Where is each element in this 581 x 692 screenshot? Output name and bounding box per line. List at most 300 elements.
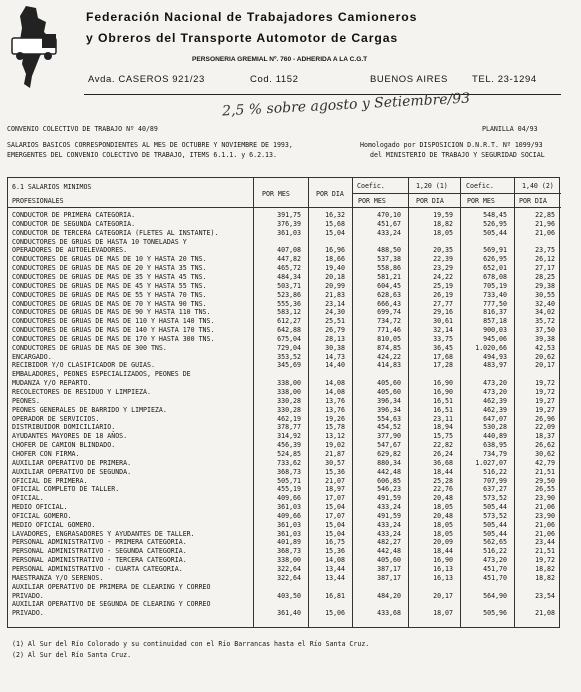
row-value: 18,44 bbox=[433, 547, 453, 556]
row-profession: OFICIAL GOMERO. bbox=[12, 511, 72, 520]
row-value: 1.020,66 bbox=[475, 343, 507, 352]
row-value: 857,18 bbox=[483, 317, 507, 326]
row-value: 530,28 bbox=[483, 423, 507, 432]
table-row bbox=[8, 574, 561, 583]
row-value: 14,08 bbox=[325, 379, 345, 388]
row-value: 21,06 bbox=[535, 503, 555, 512]
row-profession: ENCARGADO. bbox=[12, 352, 52, 361]
coef-divider bbox=[352, 193, 561, 194]
table-row bbox=[8, 485, 561, 494]
row-value: 473,20 bbox=[483, 379, 507, 388]
row-profession: AYUDANTES MAYORES DE 18 AÑOS. bbox=[12, 432, 128, 441]
row-value: 564,90 bbox=[483, 591, 507, 600]
row-value: 20,18 bbox=[325, 272, 345, 281]
row-value: 473,20 bbox=[483, 388, 507, 396]
row-value: 554,63 bbox=[377, 414, 401, 423]
row-profession: PEONES. bbox=[12, 396, 40, 405]
row-value: 15,06 bbox=[325, 609, 345, 618]
row-profession: RECOLECTORES DE RESIDUO Y LIMPIEZA. bbox=[12, 388, 151, 396]
row-value: 26,12 bbox=[535, 255, 555, 264]
row-value: 729,04 bbox=[277, 343, 301, 352]
row-value: 26,24 bbox=[433, 449, 453, 458]
coef2-label: Coefic. bbox=[466, 182, 494, 190]
row-value: 407,08 bbox=[277, 246, 301, 255]
row-profession: DISTRIBUIDOR DOMICILIARIO. bbox=[12, 423, 116, 432]
row-value: 13,76 bbox=[325, 405, 345, 414]
row-value: 516,22 bbox=[483, 547, 507, 556]
row-profession: CONDUCTOR DE SEGUNDA CATEGORIA. bbox=[12, 219, 136, 228]
row-value: 27,77 bbox=[433, 299, 453, 308]
row-value: 361,40 bbox=[277, 609, 301, 618]
row-value: 20,35 bbox=[433, 246, 453, 255]
row-value: 23,90 bbox=[535, 511, 555, 520]
row-value: 462,39 bbox=[483, 396, 507, 405]
row-value: 16,51 bbox=[433, 396, 453, 405]
row-value: 433,24 bbox=[377, 529, 401, 538]
coef2-col-dia: POR DIA bbox=[519, 197, 547, 205]
row-value: 15,04 bbox=[325, 520, 345, 529]
org-name-line2: y Obreros del Transporte Automotor de Cargas bbox=[86, 31, 399, 45]
row-profession: OFICIAL. bbox=[12, 494, 44, 503]
row-value: 433,24 bbox=[377, 520, 401, 529]
row-value: 629,82 bbox=[377, 449, 401, 458]
row-value: 26,19 bbox=[433, 290, 453, 299]
row-value: 322,64 bbox=[277, 565, 301, 573]
table-row bbox=[8, 220, 561, 229]
row-value: 734,79 bbox=[483, 449, 507, 458]
row-value: 20,62 bbox=[535, 352, 555, 361]
federation-logo bbox=[6, 4, 68, 90]
row-value: 491,59 bbox=[377, 511, 401, 520]
row-value: 361,03 bbox=[277, 228, 301, 237]
row-value: 462,19 bbox=[277, 414, 301, 423]
row-profession: AUXILIAR OPERATIVO DE SEGUNDA. bbox=[12, 467, 132, 476]
row-value: 606,85 bbox=[377, 476, 401, 485]
row-value: 23,14 bbox=[325, 299, 345, 308]
handwritten-note: 2,5 % sobre agosto y Setiembre/93 bbox=[221, 90, 471, 120]
row-value: 16,32 bbox=[325, 211, 345, 219]
row-value: 18,37 bbox=[535, 432, 555, 441]
row-value: 28,13 bbox=[325, 334, 345, 343]
col-header-mes: POR MES bbox=[262, 190, 290, 198]
table-row bbox=[8, 609, 561, 618]
row-value: 442,48 bbox=[377, 547, 401, 556]
row-value: 368,73 bbox=[277, 547, 301, 556]
row-value: 638,95 bbox=[483, 441, 507, 450]
row-value: 483,97 bbox=[483, 361, 507, 370]
row-value: 678,08 bbox=[483, 272, 507, 281]
row-profession: AUXILIAR OPERATIVO DE PRIMERA. bbox=[12, 458, 132, 467]
table-row bbox=[8, 361, 561, 370]
row-value: 23,11 bbox=[433, 414, 453, 423]
row-value: 451,67 bbox=[377, 219, 401, 228]
row-value: 652,01 bbox=[483, 264, 507, 273]
table-row bbox=[8, 521, 561, 530]
row-value: 14,73 bbox=[325, 352, 345, 361]
col-header-profesionales: PROFESIONALES bbox=[12, 197, 64, 205]
row-profession: CONDUCTORES DE GRUAS DE MAS DE 45 Y HASTA 55 TNS. bbox=[12, 281, 207, 290]
row-value: 22,85 bbox=[535, 211, 555, 219]
row-value: 15,36 bbox=[325, 467, 345, 476]
table-row bbox=[8, 565, 561, 574]
row-value: 21,51 bbox=[535, 467, 555, 476]
row-value: 20,99 bbox=[325, 281, 345, 290]
table-row bbox=[8, 468, 561, 477]
row-value: 505,44 bbox=[483, 529, 507, 538]
row-value: 16,81 bbox=[325, 591, 345, 600]
row-value: 32,40 bbox=[535, 299, 555, 308]
salary-table bbox=[7, 177, 560, 628]
personeria-gremial: PERSONERIA GREMIAL Nº. 760 - ADHERIDA A LA C.G.T bbox=[192, 56, 368, 63]
row-profession: OFICIAL COMPLETO DE TALLER. bbox=[12, 485, 120, 494]
row-value: 27,17 bbox=[535, 264, 555, 273]
row-value: 484,20 bbox=[377, 591, 401, 600]
row-value: 26,55 bbox=[535, 485, 555, 494]
row-profession: CONDUCTOR DE PRIMERA CATEGORIA. bbox=[12, 211, 136, 219]
row-value: 378,77 bbox=[277, 423, 301, 432]
row-value: 547,67 bbox=[377, 441, 401, 450]
row-value: 733,40 bbox=[483, 290, 507, 299]
row-value: 16,90 bbox=[433, 556, 453, 565]
row-value: 18,82 bbox=[535, 565, 555, 573]
row-value: 368,73 bbox=[277, 467, 301, 476]
row-profession: CONDUCTORES DE GRUAS DE MAS DE 35 Y HASTA 45 TNS. bbox=[12, 272, 207, 281]
row-profession: CONDUCTORES DE GRUAS DE MAS DE 10 Y HASTA 20 TNS. bbox=[12, 255, 207, 264]
row-value: 23,54 bbox=[535, 591, 555, 600]
row-value: 17,07 bbox=[325, 511, 345, 520]
footnotes bbox=[12, 640, 369, 662]
row-profession: PERSONAL ADMINISTRATIVO - PRIMERA CATEGORIA. bbox=[12, 538, 187, 547]
row-value: 13,76 bbox=[325, 396, 345, 405]
row-value: 30,38 bbox=[325, 343, 345, 352]
row-value: 17,68 bbox=[433, 352, 453, 361]
row-value: 17,07 bbox=[325, 494, 345, 503]
row-value: 22,39 bbox=[433, 255, 453, 264]
row-profession: AUXILIAR OPERATIVO DE SEGUNDA DE CLEARING Y CORREO bbox=[12, 600, 211, 609]
row-value: 524,85 bbox=[277, 449, 301, 458]
row-profession: CONDUCTORES DE GRUAS DE MAS DE 110 Y HASTA 140 TNS. bbox=[12, 317, 215, 326]
row-profession: CONDUCTORES DE GRUAS DE MAS DE 170 Y HASTA 300 TNS. bbox=[12, 334, 215, 343]
row-value: 20,17 bbox=[433, 591, 453, 600]
row-value: 361,03 bbox=[277, 529, 301, 538]
row-profession: MEDIO OFICIAL GOMERO. bbox=[12, 520, 96, 529]
row-value: 581,21 bbox=[377, 272, 401, 281]
row-value: 16,13 bbox=[433, 573, 453, 582]
row-value: 16,13 bbox=[433, 565, 453, 573]
row-value: 21,87 bbox=[325, 449, 345, 458]
row-value: 26,62 bbox=[535, 441, 555, 450]
table-row bbox=[8, 494, 561, 503]
row-value: 16,90 bbox=[433, 388, 453, 396]
row-value: 816,37 bbox=[483, 308, 507, 317]
col-header-dia: POR DIA bbox=[316, 190, 344, 198]
coef1-value: 1,20 (1) bbox=[416, 182, 448, 190]
row-value: 338,00 bbox=[277, 556, 301, 565]
row-value: 707,99 bbox=[483, 476, 507, 485]
row-value: 18,94 bbox=[433, 423, 453, 432]
row-value: 39,38 bbox=[535, 334, 555, 343]
row-value: 473,20 bbox=[483, 556, 507, 565]
row-value: 20,09 bbox=[433, 538, 453, 547]
row-value: 30,61 bbox=[433, 317, 453, 326]
table-row bbox=[8, 300, 561, 309]
row-value: 526,95 bbox=[483, 219, 507, 228]
row-value: 28,25 bbox=[535, 272, 555, 281]
footnote-1: (1) Al Sur del Río Colorado y su continuidad con el Río Barrancas hasta el Río Santa Cruz. bbox=[12, 640, 370, 648]
row-value: 30,62 bbox=[535, 449, 555, 458]
row-value: 15,75 bbox=[433, 432, 453, 441]
row-value: 451,70 bbox=[483, 573, 507, 582]
row-value: 330,28 bbox=[277, 405, 301, 414]
row-value: 675,04 bbox=[277, 334, 301, 343]
row-value: 405,60 bbox=[377, 379, 401, 388]
row-value: 16,51 bbox=[433, 405, 453, 414]
coef1-col-dia: POR DIA bbox=[416, 197, 444, 205]
row-value: 456,39 bbox=[277, 441, 301, 450]
row-value: 14,40 bbox=[325, 361, 345, 370]
planilla-number: PLANILLA 04/93 bbox=[482, 125, 538, 133]
row-value: 20,48 bbox=[433, 494, 453, 503]
row-value: 13,44 bbox=[325, 573, 345, 582]
table-row bbox=[8, 326, 561, 335]
row-value: 19,72 bbox=[535, 388, 555, 396]
row-value: 401,89 bbox=[277, 538, 301, 547]
row-value: 29,38 bbox=[535, 281, 555, 290]
table-row bbox=[8, 432, 561, 441]
row-profession: CHOFER DE CAMION BLINDADO. bbox=[12, 441, 116, 450]
row-value: 451,70 bbox=[483, 565, 507, 573]
row-profession: CONDUCTOR DE TERCERA CATEGORIA (FLETES AL INSTANTE). bbox=[12, 228, 219, 237]
row-value: 569,91 bbox=[483, 246, 507, 255]
row-value: 454,52 bbox=[377, 423, 401, 432]
row-value: 409,66 bbox=[277, 511, 301, 520]
row-value: 22,76 bbox=[433, 485, 453, 494]
row-value: 699,74 bbox=[377, 308, 401, 317]
row-value: 546,23 bbox=[377, 485, 401, 494]
table-row bbox=[8, 503, 561, 512]
row-profession: PERSONAL ADMINISTRATIVO - SEGUNDA CATEGORIA. bbox=[12, 547, 187, 556]
table-row bbox=[8, 238, 561, 247]
row-value: 19,26 bbox=[325, 414, 345, 423]
table-row bbox=[8, 459, 561, 468]
row-value: 523,86 bbox=[277, 290, 301, 299]
row-profession: CHOFER CON FIRMA. bbox=[12, 449, 80, 458]
row-value: 19,72 bbox=[535, 379, 555, 388]
table-row bbox=[8, 211, 561, 220]
table-row bbox=[8, 592, 561, 601]
row-value: 353,52 bbox=[277, 352, 301, 361]
row-value: 25,28 bbox=[433, 476, 453, 485]
row-profession: OPERADOR DE SERVICIOS. bbox=[12, 414, 100, 423]
row-value: 16,90 bbox=[433, 379, 453, 388]
row-profession: LAVADORES, ENGRASADORES Y AYUDANTES DE TALLER. bbox=[12, 529, 195, 538]
row-profession: MEDIO OFICIAL. bbox=[12, 503, 68, 512]
row-value: 21,07 bbox=[325, 476, 345, 485]
row-profession: PERSONAL ADMINISTRATIVO - CUARTA CATEGORIA. bbox=[12, 565, 183, 573]
row-value: 900,03 bbox=[483, 326, 507, 335]
table-row bbox=[8, 317, 561, 326]
table-row bbox=[8, 406, 561, 415]
row-value: 470,10 bbox=[377, 211, 401, 219]
row-value: 19,27 bbox=[535, 396, 555, 405]
row-value: 15,78 bbox=[325, 423, 345, 432]
row-value: 771,46 bbox=[377, 326, 401, 335]
row-value: 18,66 bbox=[325, 255, 345, 264]
row-value: 19,27 bbox=[535, 405, 555, 414]
row-profession: CONDUCTORES DE GRUAS DE MAS DE 140 Y HASTA 170 TNS. bbox=[12, 326, 215, 335]
row-value: 465,72 bbox=[277, 264, 301, 273]
row-value: 433,24 bbox=[377, 228, 401, 237]
row-value: 34,02 bbox=[535, 308, 555, 317]
row-profession: PRIVADO. bbox=[12, 591, 44, 600]
row-profession: CONDUCTORES DE GRUAS DE HASTA 10 TONELADAS Y bbox=[12, 237, 187, 246]
row-value: 440,89 bbox=[483, 432, 507, 441]
coef2-value: 1,40 (2) bbox=[522, 182, 554, 190]
row-value: 558,86 bbox=[377, 264, 401, 273]
section-title: 6.1 SALARIOS MINIMOS bbox=[12, 183, 92, 191]
table-row bbox=[8, 229, 561, 238]
row-value: 18,07 bbox=[433, 609, 453, 618]
table-row bbox=[8, 415, 561, 424]
row-value: 642,88 bbox=[277, 326, 301, 335]
row-value: 19,02 bbox=[325, 441, 345, 450]
row-value: 573,52 bbox=[483, 511, 507, 520]
row-value: 604,45 bbox=[377, 281, 401, 290]
row-value: 505,44 bbox=[483, 520, 507, 529]
table-row bbox=[8, 441, 561, 450]
row-value: 733,62 bbox=[277, 458, 301, 467]
row-profession: EMBALADORES, PEONES ESPECIALIZADOS, PEONES DE bbox=[12, 370, 191, 379]
row-value: 462,39 bbox=[483, 405, 507, 414]
row-value: 13,44 bbox=[325, 565, 345, 573]
row-value: 548,45 bbox=[483, 211, 507, 219]
row-value: 15,04 bbox=[325, 503, 345, 512]
row-profession: MUDANZA Y/O REPARTO. bbox=[12, 379, 92, 388]
row-value: 37,50 bbox=[535, 326, 555, 335]
table-row bbox=[8, 353, 561, 362]
row-value: 396,34 bbox=[377, 396, 401, 405]
row-value: 482,27 bbox=[377, 538, 401, 547]
row-profession: MAESTRANZA Y/O SERENOS. bbox=[12, 573, 104, 582]
table-row bbox=[8, 450, 561, 459]
row-value: 35,72 bbox=[535, 317, 555, 326]
row-value: 17,28 bbox=[433, 361, 453, 370]
row-value: 30,55 bbox=[535, 290, 555, 299]
table-row bbox=[8, 423, 561, 432]
row-value: 505,44 bbox=[483, 503, 507, 512]
row-value: 361,03 bbox=[277, 503, 301, 512]
row-value: 433,24 bbox=[377, 503, 401, 512]
row-value: 32,14 bbox=[433, 326, 453, 335]
row-value: 391,75 bbox=[277, 211, 301, 219]
table-row bbox=[8, 335, 561, 344]
row-profession: CONDUCTORES DE GRUAS DE MAS DE 90 Y HASTA 110 TNS. bbox=[12, 308, 211, 317]
row-value: 22,82 bbox=[433, 441, 453, 450]
row-value: 21,96 bbox=[535, 219, 555, 228]
row-value: 387,17 bbox=[377, 573, 401, 582]
row-value: 583,12 bbox=[277, 308, 301, 317]
row-value: 26,79 bbox=[325, 326, 345, 335]
row-value: 494,93 bbox=[483, 352, 507, 361]
table-row bbox=[8, 600, 561, 609]
row-value: 18,05 bbox=[433, 529, 453, 538]
row-profession: AUXILIAR OPERATIVO DE PRIMERA DE CLEARING Y CORREO bbox=[12, 582, 211, 591]
row-value: 322,64 bbox=[277, 573, 301, 582]
row-profession: PEONES GENERALES DE BARRIDO Y LIMPIEZA. bbox=[12, 405, 167, 414]
row-value: 403,50 bbox=[277, 591, 301, 600]
row-value: 25,51 bbox=[325, 317, 345, 326]
table-row bbox=[8, 538, 561, 547]
table-row bbox=[8, 291, 561, 300]
row-value: 13,12 bbox=[325, 432, 345, 441]
row-value: 18,05 bbox=[433, 503, 453, 512]
row-value: 361,03 bbox=[277, 520, 301, 529]
table-row bbox=[8, 264, 561, 273]
table-row bbox=[8, 379, 561, 388]
org-name-line1: Federación Nacional de Trabajadores Camioneros bbox=[86, 10, 418, 24]
row-value: 21,06 bbox=[535, 529, 555, 538]
row-value: 424,22 bbox=[377, 352, 401, 361]
row-value: 945,06 bbox=[483, 334, 507, 343]
row-value: 377,90 bbox=[377, 432, 401, 441]
row-profession: CONDUCTORES DE GRUAS DE MAS DE 55 Y HASTA 70 TNS. bbox=[12, 290, 207, 299]
row-value: 42,79 bbox=[535, 458, 555, 467]
row-value: 537,38 bbox=[377, 255, 401, 264]
row-value: 15,68 bbox=[325, 219, 345, 228]
row-value: 21,06 bbox=[535, 520, 555, 529]
row-value: 24,30 bbox=[325, 308, 345, 317]
row-value: 447,82 bbox=[277, 255, 301, 264]
table-row bbox=[8, 273, 561, 282]
row-profession: RECIBIDOR Y/O CLASIFICADOR DE GUIAS. bbox=[12, 361, 155, 370]
row-value: 30,57 bbox=[325, 458, 345, 467]
row-value: 14,08 bbox=[325, 556, 345, 565]
row-value: 1.027,07 bbox=[475, 458, 507, 467]
table-row bbox=[8, 308, 561, 317]
row-value: 21,08 bbox=[535, 609, 555, 618]
row-value: 29,16 bbox=[433, 308, 453, 317]
row-value: 23,90 bbox=[535, 494, 555, 503]
row-value: 23,75 bbox=[535, 246, 555, 255]
row-value: 455,19 bbox=[277, 485, 301, 494]
row-value: 555,36 bbox=[277, 299, 301, 308]
row-value: 484,34 bbox=[277, 272, 301, 281]
footnote-2: (2) Al Sur del Río Santa Cruz. bbox=[12, 651, 132, 659]
row-value: 505,44 bbox=[483, 228, 507, 237]
row-value: 19,40 bbox=[325, 264, 345, 273]
row-value: 18,05 bbox=[433, 228, 453, 237]
row-value: 516,22 bbox=[483, 467, 507, 476]
row-value: 573,52 bbox=[483, 494, 507, 503]
row-value: 505,96 bbox=[483, 609, 507, 618]
homologation-line2: del MINISTERIO DE TRABAJO Y SEGURIDAD SOCIAL bbox=[370, 151, 545, 159]
row-value: 36,68 bbox=[433, 458, 453, 467]
row-value: 503,71 bbox=[277, 281, 301, 290]
row-profession: OFICIAL DE PRIMERA. bbox=[12, 476, 88, 485]
row-value: 338,00 bbox=[277, 379, 301, 388]
row-value: 21,06 bbox=[535, 228, 555, 237]
row-value: 19,72 bbox=[535, 556, 555, 565]
row-value: 24,22 bbox=[433, 272, 453, 281]
row-value: 396,34 bbox=[377, 405, 401, 414]
row-profession: OPERADORES DE AUTOELEVADORES. bbox=[12, 246, 128, 255]
description-line2: EMERGENTES DEL CONVENIO COLECTIVO DE TRABAJO, ITEMS 6.1.1. y 6.2.13. bbox=[7, 151, 277, 159]
row-profession: PRIVADO. bbox=[12, 609, 44, 618]
row-value: 777,50 bbox=[483, 299, 507, 308]
table-row bbox=[8, 370, 561, 379]
row-value: 18,44 bbox=[433, 467, 453, 476]
row-value: 23,44 bbox=[535, 538, 555, 547]
